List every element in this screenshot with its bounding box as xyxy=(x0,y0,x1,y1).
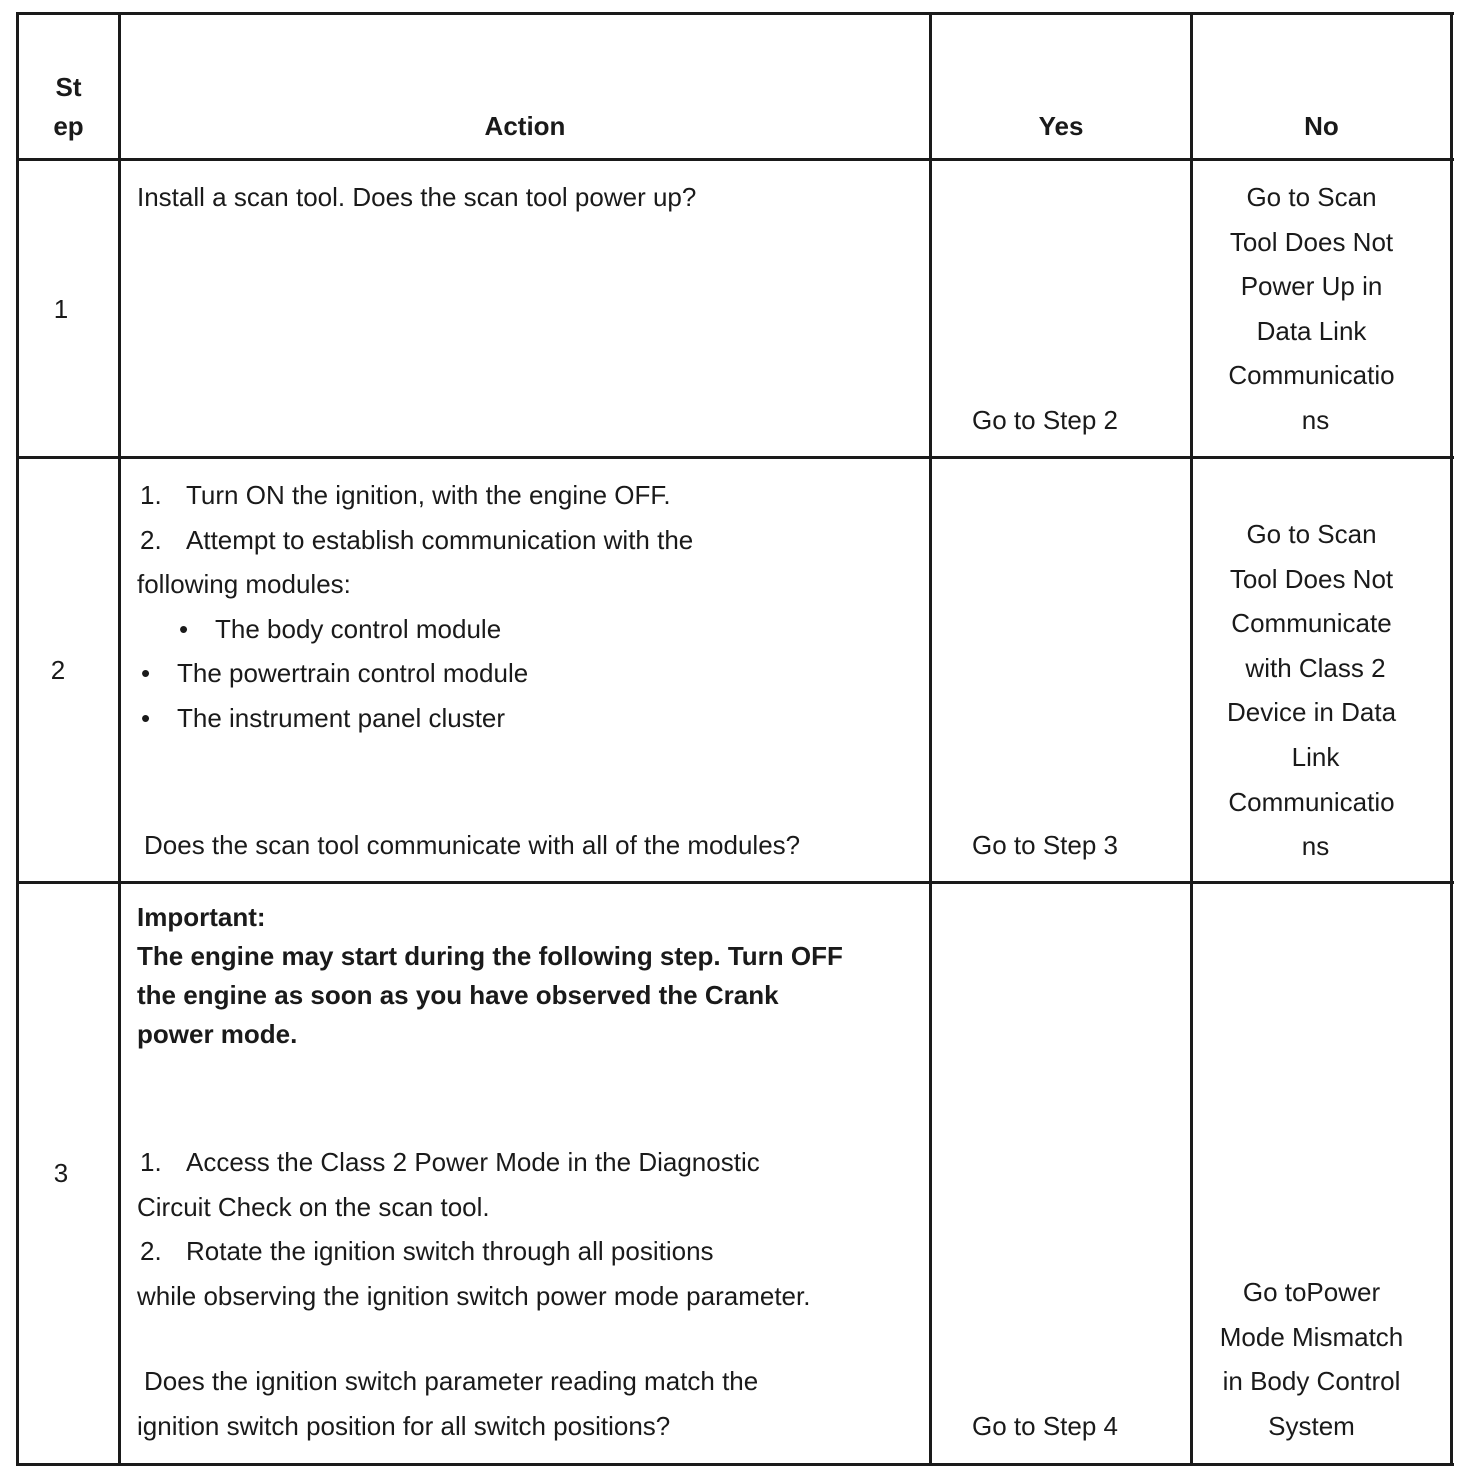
row-2-step: 2 xyxy=(50,655,66,685)
row-2-no-line: Communicate xyxy=(1231,608,1392,639)
row-3-continuation-1: Circuit Check on the scan tool. xyxy=(137,1191,490,1222)
table-border-top xyxy=(16,12,1454,15)
row-3-important-line-1: The engine may start during the following step. Turn OFF xyxy=(137,941,843,971)
row-2-no-line: ns xyxy=(1301,831,1330,862)
row-2-continuation: following modules: xyxy=(137,569,351,600)
row-2-no-line: Tool Does Not xyxy=(1229,563,1394,594)
row-divider-2 xyxy=(16,881,1454,884)
list-number: 1. xyxy=(140,480,162,510)
row-3-important-line-2: the engine as soon as you have observed the Crank xyxy=(137,980,779,1010)
row-1-step: 1 xyxy=(53,294,69,324)
row-3-step-1 xyxy=(140,1140,760,1185)
header-divider xyxy=(16,158,1454,161)
row-1-yes: Go to Step 2 xyxy=(972,405,1118,435)
row-2-action xyxy=(137,473,927,873)
row-2-question: Does the scan tool communicate with all of the modules? xyxy=(144,830,801,860)
header-action: Action xyxy=(484,111,566,141)
header-step-line-2: ep xyxy=(53,111,84,141)
row-2-step-2 xyxy=(140,518,694,563)
row-3-no-line: in Body Control xyxy=(1222,1366,1401,1397)
column-divider-action xyxy=(929,12,932,1466)
column-divider-step xyxy=(118,12,121,1466)
row-2-step-1 xyxy=(140,473,671,518)
list-text: Access the Class 2 Power Mode in the Diagnostic xyxy=(186,1147,760,1177)
list-number: 2. xyxy=(140,524,162,555)
table-border-left xyxy=(16,12,19,1466)
row-2-no-line: Device in Data xyxy=(1226,697,1397,728)
row-1-no-line: ns xyxy=(1301,404,1330,435)
row-3-step-2 xyxy=(140,1229,714,1274)
row-2-no-line: Go to Scan xyxy=(1246,519,1377,549)
row-2-no-line: with Class 2 xyxy=(1245,652,1386,683)
table-border-bottom xyxy=(16,1463,1454,1466)
table-border-right xyxy=(1450,12,1453,1466)
row-1-no-line: Go to Scan xyxy=(1246,182,1377,212)
bullet-text: The powertrain control module xyxy=(177,658,529,689)
row-3-important-label: Important: xyxy=(137,902,266,932)
row-3-step: 3 xyxy=(53,1158,69,1188)
row-divider-1 xyxy=(16,456,1454,459)
row-3-continuation-2: while observing the ignition switch power mode parameter. xyxy=(137,1280,811,1311)
header-step xyxy=(19,68,118,146)
row-1-no-line: Tool Does Not xyxy=(1229,226,1394,257)
row-3-yes: Go to Step 4 xyxy=(972,1411,1118,1441)
row-3-no-line: Go toPower xyxy=(1242,1277,1381,1307)
row-3-no-line: System xyxy=(1268,1410,1355,1441)
row-2-no-line: Communicatio xyxy=(1228,786,1395,817)
row-1-no xyxy=(1193,175,1430,443)
list-number: 2. xyxy=(140,1236,162,1267)
list-text: Rotate the ignition switch through all positions xyxy=(186,1236,714,1267)
bullet-icon: • xyxy=(179,613,189,644)
list-text: Turn ON the ignition, with the engine OFF. xyxy=(186,480,671,510)
row-2-yes: Go to Step 3 xyxy=(972,830,1118,860)
row-1-no-line: Power Up in xyxy=(1240,271,1383,302)
row-3-no-line: Mode Mismatch xyxy=(1219,1321,1404,1352)
bullet-text: The instrument panel cluster xyxy=(177,703,506,733)
row-3-action xyxy=(137,898,927,1458)
header-yes: Yes xyxy=(1038,111,1084,141)
row-1-no-line: Communicatio xyxy=(1228,360,1395,391)
row-1-action: Install a scan tool. Does the scan tool power up? xyxy=(137,182,697,212)
header-no: No xyxy=(1304,111,1339,141)
row-3-important-line-3: power mode. xyxy=(137,1019,298,1049)
row-1-no-line: Data Link xyxy=(1256,315,1367,346)
row-3-no xyxy=(1193,1270,1430,1448)
bullet-text: The body control module xyxy=(215,613,502,644)
header-step-line-1: St xyxy=(55,72,82,102)
bullet-icon: • xyxy=(141,658,151,689)
row-2-no xyxy=(1193,512,1430,869)
row-2-no-line: Link xyxy=(1291,741,1340,772)
bullet-icon: • xyxy=(141,703,151,733)
list-text: Attempt to establish communication with the xyxy=(186,524,694,555)
row-3-question-line-2: ignition switch position for all switch positions? xyxy=(137,1410,671,1441)
list-number: 1. xyxy=(140,1147,162,1177)
row-3-question-line-1: Does the ignition switch parameter reading match the xyxy=(144,1366,759,1396)
